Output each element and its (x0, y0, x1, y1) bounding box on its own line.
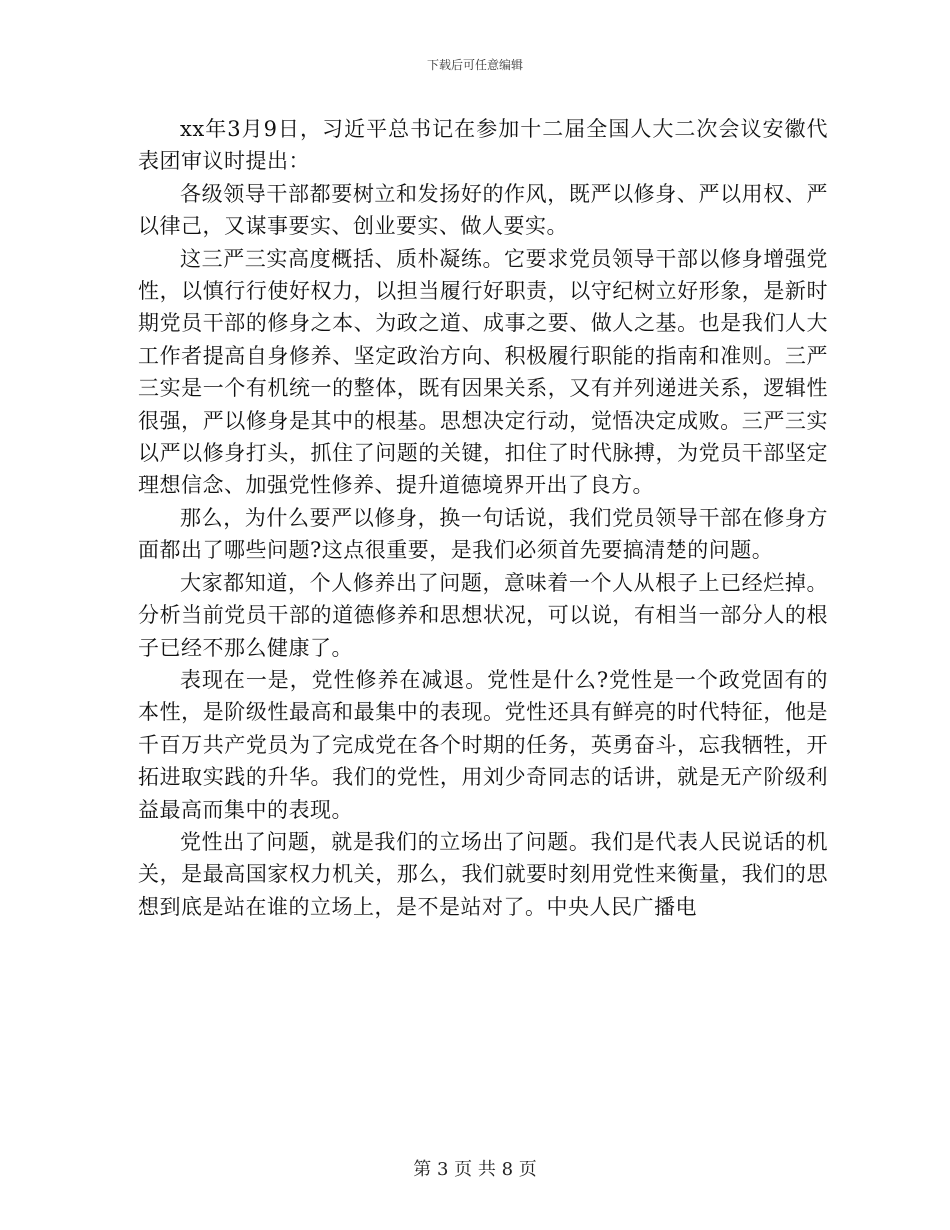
paragraph: 那么，为什么要严以修身，换一句话说，我们党员领导干部在修身方面都出了哪些问题?这点很重要，是我们必须首先要搞清楚的问题。 (138, 505, 828, 563)
paragraph: 大家都知道，个人修养出了问题，意味着一个人从根子上已经烂掉。分析当前党员干部的道德修养和思想状况，可以说，有相当一部分人的根子已经不那么健康了。 (138, 570, 828, 660)
page-number: 第 3 页 共 8 页 (413, 1159, 537, 1180)
paragraph: 这三严三实高度概括、质朴凝练。它要求党员领导干部以修身增强党性，以慎行行使好权力，以担当履行好职责，以守纪树立好形象，是新时期党员干部的修身之本、为政之道、成事之要、做人之基。也是我们人大工作者提高自身修养、坚定政治方向、积极履行职能的指南和准则。三严三实是一个有机统一的整体，既有因果关系，又有并列递进关系，逻辑性很强，严以修身是其中的根基。思想决定行动，觉悟决定成败。三严三实以严以修身打头，抓住了问题的关键，扣住了时代脉搏，为党员干部坚定理想信念、加强党性修养、提升道德境界开出了良方。 (138, 246, 828, 498)
paragraph: 表现在一是，党性修养在减退。党性是什么?党性是一个政党固有的本性，是阶级性最高和最集中的表现。党性还具有鲜亮的时代特征，他是千百万共产党员为了完成党在各个时期的任务，英勇奋斗，忘我牺牲，开拓进取实践的升华。我们的党性，用刘少奇同志的话讲，就是无产阶级利益最高而集中的表现。 (138, 667, 828, 822)
document-body (138, 113, 828, 923)
paragraph: xx年3月9日，习近平总书记在参加十二届全国人大二次会议安徽代表团审议时提出： (138, 117, 828, 174)
paragraph: 党性出了问题，就是我们的立场出了问题。我们是代表人民说话的机关，是最高国家权力机关，那么，我们就要时刻用党性来衡量，我们的思想到底是站在谁的立场上，是不是站对了。中央人民广播电 (138, 829, 828, 919)
page-header: 下载后可任意编辑 (426, 58, 523, 72)
paragraph: 各级领导干部都要树立和发扬好的作风，既严以修身、严以用权、严以律己，又谋事要实、创业要实、做人要实。 (138, 181, 828, 239)
